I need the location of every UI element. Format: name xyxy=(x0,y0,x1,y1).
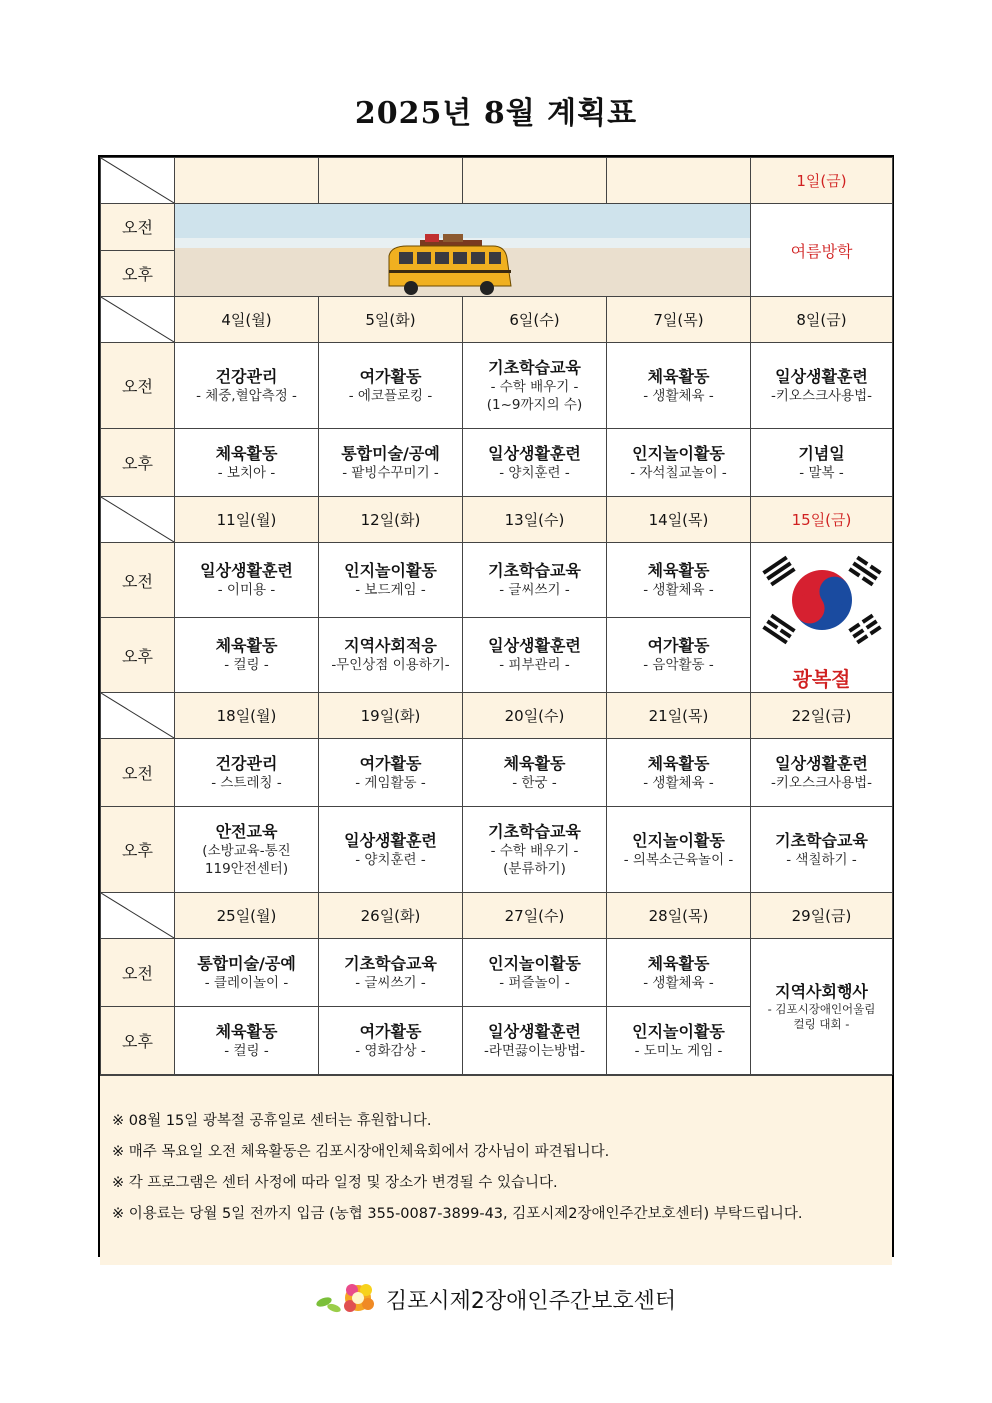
activity-cell xyxy=(175,1007,319,1075)
week4-pm-row xyxy=(101,807,893,893)
center-footer xyxy=(0,1282,992,1322)
activity-title: 기념일 xyxy=(798,443,845,463)
day-header: 25일(월) xyxy=(175,893,319,939)
day-header: 4일(월) xyxy=(175,297,319,343)
week5-header-row xyxy=(101,893,893,939)
activity-detail: - 의복소근육놀이 - xyxy=(623,851,734,868)
activity-cell xyxy=(607,739,751,807)
day-header: 14일(목) xyxy=(607,497,751,543)
activity-cell xyxy=(463,739,607,807)
activity-detail: - 영화감상 - xyxy=(355,1042,426,1059)
toy-bus-image xyxy=(175,204,751,296)
day-header xyxy=(607,158,751,204)
activity-detail: - 클레이놀이 - xyxy=(204,974,289,991)
day-header: 15일(금) xyxy=(751,497,893,543)
activity-cell xyxy=(319,1007,463,1075)
activity-detail: (소방교육-통진 xyxy=(202,842,291,859)
am-label: 오전 xyxy=(101,204,175,251)
activity-cell xyxy=(607,1007,751,1075)
note-item: ※ 각 프로그램은 센터 사정에 따라 일정 및 장소가 변경될 수 있습니다. xyxy=(112,1175,558,1191)
note-item: ※ 08월 15일 광복절 공휴일로 센터는 휴원합니다. xyxy=(112,1113,432,1129)
center-name: 김포시제2장애인주간보호센터 xyxy=(385,1289,677,1314)
activity-cell xyxy=(463,429,607,497)
activity-title: 체육활동 xyxy=(503,753,566,773)
activity-cell xyxy=(463,939,607,1007)
summer-vacation-label: 여름방학 xyxy=(751,204,893,297)
week2-pm-row xyxy=(101,429,893,497)
week4-am-row xyxy=(101,739,893,807)
activity-title: 통합미술/공예 xyxy=(197,953,296,973)
day-header: 1일(금) xyxy=(751,158,893,204)
activity-title: 체육활동 xyxy=(215,636,278,655)
day-header: 8일(금) xyxy=(751,297,893,343)
activity-title: 여가활동 xyxy=(359,366,422,386)
activity-title: 일상생활훈련 xyxy=(488,636,581,655)
day-header: 29일(금) xyxy=(751,893,893,939)
activity-detail: - 자석칠교놀이 - xyxy=(630,464,727,481)
activity-detail: - 에코플로킹 - xyxy=(348,387,433,404)
activity-title: 일상생활훈련 xyxy=(200,561,293,580)
activity-title: 건강관리 xyxy=(215,753,278,773)
activity-cell xyxy=(319,739,463,807)
activity-detail: - 생활체육 - xyxy=(643,774,714,791)
day-header: 7일(목) xyxy=(607,297,751,343)
activity-detail: - 이미용 - xyxy=(217,582,276,598)
page-title: 2025년 8월 계획표 xyxy=(354,96,638,131)
activity-title: 체육활동 xyxy=(647,753,710,773)
activity-cell xyxy=(319,343,463,429)
day-header: 13일(수) xyxy=(463,497,607,543)
activity-cell xyxy=(463,1007,607,1075)
corner-cell xyxy=(101,158,175,204)
day-header xyxy=(319,158,463,204)
korean-flag-icon xyxy=(757,543,887,667)
day-header: 5일(화) xyxy=(319,297,463,343)
activity-title: 기초학습교육 xyxy=(488,561,581,580)
activity-cell xyxy=(319,429,463,497)
activity-cell xyxy=(751,429,893,497)
activity-cell xyxy=(175,543,319,618)
activity-cell xyxy=(319,618,463,693)
activity-title: 기초학습교육 xyxy=(488,357,581,377)
activity-cell xyxy=(751,807,893,893)
activity-cell xyxy=(751,739,893,807)
activity-detail: -키오스크사용법- xyxy=(770,774,873,791)
day-header xyxy=(175,158,319,204)
activity-detail: - 피부관리 - xyxy=(499,657,570,673)
pm-label: 오후 xyxy=(101,1007,175,1075)
day-header xyxy=(463,158,607,204)
activity-detail: - 도미노 게임 - xyxy=(634,1042,723,1059)
pm-label: 오후 xyxy=(101,429,175,497)
week2-header-row xyxy=(101,297,893,343)
activity-detail: - 컬링 - xyxy=(224,657,269,673)
activity-cell xyxy=(175,739,319,807)
day-header: 12일(화) xyxy=(319,497,463,543)
week3-am-row xyxy=(101,543,893,618)
week1-am-row xyxy=(101,204,893,251)
activity-cell xyxy=(607,429,751,497)
activity-cell xyxy=(319,939,463,1007)
activity-cell xyxy=(463,807,607,893)
flower-logo-icon xyxy=(316,1282,380,1322)
activity-title: 기초학습교육 xyxy=(488,821,581,841)
week4-header-row xyxy=(101,693,893,739)
activity-detail: -무인상점 이용하기- xyxy=(331,657,450,673)
activity-detail: - 보치아 - xyxy=(217,464,276,481)
pm-label: 오후 xyxy=(101,250,175,297)
activity-detail: - 한궁 - xyxy=(512,774,557,791)
activity-detail: - 양치훈련 - xyxy=(499,464,570,481)
activity-title: 인지놀이활동 xyxy=(632,1021,725,1041)
activity-title: 여가활동 xyxy=(359,753,422,773)
activity-cell xyxy=(175,343,319,429)
activity-detail: -라면끓이는방법- xyxy=(483,1042,586,1059)
activity-title: 체육활동 xyxy=(647,561,710,580)
activity-cell xyxy=(607,618,751,693)
activity-detail: 컬링 대회 - xyxy=(793,1016,850,1031)
summer-banner-image xyxy=(175,204,751,297)
activity-title: 인지놀이활동 xyxy=(632,443,725,463)
activity-detail: - 양치훈련 - xyxy=(355,851,426,868)
activity-detail: - 게임활동 - xyxy=(355,774,426,791)
activity-detail: - 스트레칭 - xyxy=(211,774,282,791)
activity-detail: - 컬링 - xyxy=(224,1042,269,1059)
activity-detail: - 글씨쓰기 - xyxy=(499,582,570,598)
activity-detail: - 보드게임 - xyxy=(355,582,426,598)
activity-title: 안전교육 xyxy=(215,821,278,841)
schedule-frame xyxy=(98,155,894,1257)
activity-cell xyxy=(607,939,751,1007)
activity-title: 체육활동 xyxy=(647,953,710,973)
activity-title: 체육활동 xyxy=(647,366,710,386)
am-label: 오전 xyxy=(101,939,175,1007)
activity-detail: - 음악활동 - xyxy=(643,657,714,673)
am-label: 오전 xyxy=(101,543,175,618)
liberation-day-cell xyxy=(751,543,893,693)
activity-detail: - 수학 배우기 - xyxy=(490,378,579,395)
activity-title: 건강관리 xyxy=(215,366,278,386)
activity-detail: - 말복 - xyxy=(799,464,844,481)
week1-header-row xyxy=(101,158,893,204)
activity-cell xyxy=(319,807,463,893)
activity-title: 지역사회행사 xyxy=(775,981,868,1001)
activity-title: 통합미술/공예 xyxy=(341,443,440,463)
activity-title: 여가활동 xyxy=(647,636,710,655)
activity-cell xyxy=(175,429,319,497)
corner-cell xyxy=(101,893,175,939)
activity-detail: - 생활체육 - xyxy=(643,974,714,991)
notes-section xyxy=(100,1075,892,1265)
day-header: 18일(월) xyxy=(175,693,319,739)
activity-title: 기초학습교육 xyxy=(344,953,437,973)
activity-cell xyxy=(175,618,319,693)
pm-label: 오후 xyxy=(101,618,175,693)
activity-detail: - 수학 배우기 - xyxy=(490,842,579,859)
activity-title: 일상생활훈련 xyxy=(488,443,581,463)
activity-detail: - 생활체육 - xyxy=(643,387,714,404)
activity-cell xyxy=(319,543,463,618)
activity-title: 일상생활훈련 xyxy=(775,753,868,773)
activity-title: 여가활동 xyxy=(359,1021,422,1041)
corner-cell xyxy=(101,297,175,343)
activity-detail: - 글씨쓰기 - xyxy=(355,974,426,991)
activity-cell xyxy=(751,343,893,429)
activity-title: 체육활동 xyxy=(215,443,278,463)
week3-header-row xyxy=(101,497,893,543)
activity-title: 일상생활훈련 xyxy=(775,366,868,386)
day-header: 28일(목) xyxy=(607,893,751,939)
day-header: 19일(화) xyxy=(319,693,463,739)
activity-detail: -키오스크사용법- xyxy=(770,387,873,404)
corner-cell xyxy=(101,693,175,739)
day-header: 27일(수) xyxy=(463,893,607,939)
activity-cell xyxy=(463,343,607,429)
note-item: ※ 매주 목요일 오전 체육활동은 김포시장애인체육회에서 강사님이 파견됩니다. xyxy=(112,1144,610,1160)
activity-cell xyxy=(607,543,751,618)
activity-detail: - 김포시장애인어울림 xyxy=(767,1001,876,1016)
day-header: 26일(화) xyxy=(319,893,463,939)
schedule-table xyxy=(100,157,893,1075)
activity-title: 일상생활훈련 xyxy=(488,1021,581,1041)
activity-title: 기초학습교육 xyxy=(775,830,868,850)
day-header: 6일(수) xyxy=(463,297,607,343)
activity-cell xyxy=(463,618,607,693)
activity-cell xyxy=(463,543,607,618)
activity-title: 체육활동 xyxy=(215,1021,278,1041)
week5-am-row xyxy=(101,939,893,1007)
day-header: 11일(월) xyxy=(175,497,319,543)
activity-detail: (1~9까지의 수) xyxy=(486,396,583,413)
liberation-day-label: 광복절 xyxy=(792,667,851,691)
am-label: 오전 xyxy=(101,739,175,807)
week2-am-row xyxy=(101,343,893,429)
am-label: 오전 xyxy=(101,343,175,429)
activity-cell xyxy=(607,343,751,429)
day-header: 20일(수) xyxy=(463,693,607,739)
community-event-cell xyxy=(751,939,893,1075)
activity-detail: 119안전센터) xyxy=(204,860,289,877)
activity-title: 인지놀이활동 xyxy=(632,830,725,850)
activity-detail: - 체중,혈압측정 - xyxy=(196,387,297,404)
pm-label: 오후 xyxy=(101,807,175,893)
activity-title: 일상생활훈련 xyxy=(344,830,437,850)
activity-detail: (분류하기) xyxy=(503,860,566,877)
activity-detail: - 색칠하기 - xyxy=(786,851,857,868)
day-header: 22일(금) xyxy=(751,693,893,739)
day-header: 21일(목) xyxy=(607,693,751,739)
activity-cell xyxy=(175,807,319,893)
activity-detail: - 생활체육 - xyxy=(643,582,714,598)
activity-title: 인지놀이활동 xyxy=(344,561,437,580)
activity-detail: - 퍼즐놀이 - xyxy=(499,974,570,991)
corner-cell xyxy=(101,497,175,543)
activity-title: 인지놀이활동 xyxy=(488,953,581,973)
activity-detail: - 팥빙수꾸미기 - xyxy=(342,464,439,481)
activity-cell xyxy=(175,939,319,1007)
activity-cell xyxy=(607,807,751,893)
activity-title: 지역사회적응 xyxy=(344,636,437,655)
note-item: ※ 이용료는 당월 5일 전까지 입금 (농협 355-0087-3899-43, 김포시제2장애인주간보호센터) 부탁드립니다. xyxy=(112,1206,803,1222)
